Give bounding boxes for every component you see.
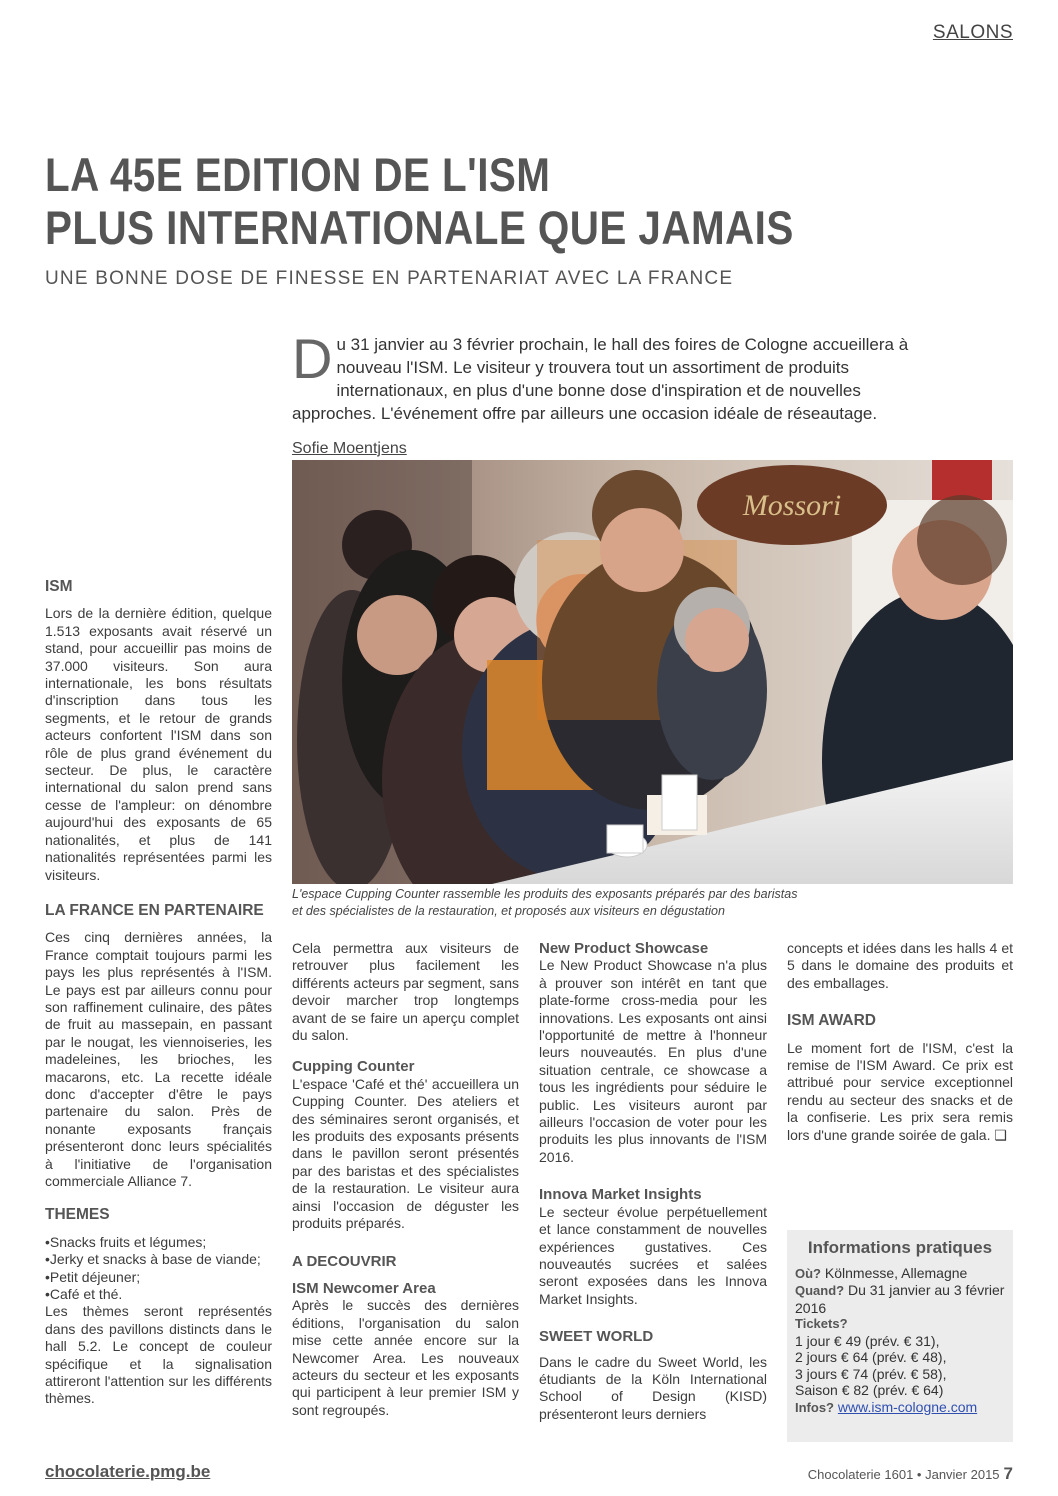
- list-item: •Jerky et snacks à base de viande;: [45, 1251, 261, 1268]
- info-where: [795, 1265, 1005, 1283]
- paragraph-themes: Les thèmes seront représentés dans des pavillons distincts dans le hall 5.2. Le concept de couleur spécifique et la signalisation attireront l'attention sur les différents thèmes.: [45, 1303, 272, 1407]
- info-title: Informations pratiques: [807, 1238, 993, 1257]
- column-2: [292, 940, 519, 1419]
- paragraph-continued: concepts et idées dans les halls 4 et 5 dans le domaine des produits et des emballages.: [787, 940, 1013, 991]
- paragraph-award: [787, 1040, 1013, 1144]
- where-label: Où?: [795, 1265, 821, 1281]
- end-mark-icon: ❑: [994, 1126, 1007, 1143]
- column-1: [45, 578, 272, 1408]
- info-link-row: [795, 1399, 1005, 1417]
- footer-site-link[interactable]: chocolaterie.pmg.be: [45, 1462, 211, 1481]
- article-photo: [292, 460, 1013, 884]
- paragraph-ism: Lors de la dernière édition, quelque 1.513 exposants avait réservé un stand, pour accueillir pas moins de 37.000 visiteurs. Son aura internationale, les bons résultats d'inscription dans tous les segments, et le retour de grands acteurs confortent l'ISM dans son rôle de plus grand événement du secteur. De plus, le caractère international du salon prend sans cesse de l'ampleur: on dénombre aujourd'hui des exposants de 65 nationalités, et plus de 141 nationalités représentées parmi les visiteurs.: [45, 605, 272, 883]
- drop-cap: D: [292, 327, 333, 390]
- column-4: [787, 940, 1013, 1144]
- author-byline: Sofie Moentjens: [292, 440, 407, 457]
- heading-sweet-world: SWEET WORLD: [539, 1328, 654, 1346]
- paragraph-sweet-world: Dans le cadre du Sweet World, les étudiants de la Köln International School of Design (KISD) présenteront leurs derniers: [539, 1353, 767, 1422]
- column-3: [539, 940, 767, 1423]
- issue-text: Chocolaterie 1601 • Janvier 2015: [807, 1467, 1000, 1482]
- where-value: Kölnmesse, Allemagne: [824, 1264, 968, 1281]
- heading-newcomer: ISM Newcomer Area: [292, 1279, 436, 1297]
- section-label: SALONS: [932, 22, 1013, 43]
- when-value: Du 31 janvier au 3 février 2016: [795, 1282, 1005, 1316]
- page-title: [45, 148, 871, 254]
- paragraph-innova: Le secteur évolue perpétuellement et lance constamment de nouvelles expériences gustatives. Ces nouveautés sucrées et salées seront exposées dans les Innova Market Insights.: [539, 1203, 767, 1307]
- ticket-line: 2 jours € 64 (prév. € 48),: [795, 1349, 947, 1365]
- heading-cupping: Cupping Counter: [292, 1058, 415, 1076]
- info-box: [787, 1230, 1013, 1442]
- title-line-1: LA 45E EDITION DE L'ISM: [45, 148, 551, 201]
- list-item: •Snacks fruits et légumes;: [45, 1233, 207, 1250]
- title-line-2: PLUS INTERNATIONALE QUE JAMAIS: [45, 201, 794, 254]
- page-subtitle: UNE BONNE DOSE DE FINESSE EN PARTENARIAT AVEC LA FRANCE: [45, 268, 734, 289]
- list-item: •Café et thé.: [45, 1286, 123, 1303]
- heading-france: LA FRANCE EN PARTENAIRE: [45, 901, 264, 919]
- heading-innova: Innova Market Insights: [539, 1186, 702, 1204]
- ticket-line: Saison € 82 (prév. € 64): [795, 1382, 944, 1398]
- paragraph-france: Ces cinq dernières années, la France comptait toujours parmi les pays les plus représentés à l'ISM. Le pays est par ailleurs connu pour son raffinement culinaire, des pâtes de fruit au massepain, en passant par le nougat, les viennoiseries, les madeleines, les brioches, les macarons, etc. La recette idéale donc d'accepter d'être le pays partenaire du salon. Près de nonante exposants français présenteront donc leurs spécialités à l'initiative de l'organisation commerciale Alliance 7.: [45, 929, 272, 1189]
- booth-sign: Mossori: [742, 489, 842, 522]
- heading-showcase: New Product Showcase: [539, 940, 709, 957]
- caption-line-1: L'espace Cupping Counter rassemble les produits des exposants préparés par des baristas: [292, 887, 798, 901]
- paragraph-showcase: Le New Product Showcase n'a plus à prouver son intérêt en tant que plate-forme cross-media pour les innovations. Les exposants ont ainsi l'opportunité de mettre à l'honneur leurs nouveautés. En plus d'une situation centrale, ce showcase a tous les ingrédients pour séduire le public. Les visiteurs auront par ailleurs l'occasion de voter pour les produits les plus innovants de l'ISM 2016.: [539, 957, 767, 1165]
- list-item: •Petit déjeuner;: [45, 1268, 141, 1285]
- when-label: Quand?: [795, 1283, 845, 1298]
- paragraph-intro: Cela permettra aux visiteurs de retrouver plus facilement les différents acteurs par segment, sans devoir marcher trop longtemps avant de se faire un aperçu complet du salon.: [292, 940, 519, 1044]
- paragraph-cupping: L'espace 'Café et thé' accueillera un Cupping Counter. Des ateliers et des séminaires seront organisés, et les produits des exposants présents dans le pavillon seront présentés par des baristas et des spécialistes de la restauration. Le visiteur aura ainsi l'occasion de déguster les produits préparés.: [292, 1075, 519, 1232]
- ticket-line: 1 jour € 49 (prév. € 31),: [795, 1332, 940, 1349]
- website-link[interactable]: www.ism-cologne.com: [837, 1398, 978, 1415]
- photo-caption: [292, 886, 1013, 920]
- paragraph-newcomer: Après le succès des dernières éditions, l'organisation du salon mise cette année encore sur la Newcomer Area. Les nouveaux acteurs du secteur et les exposants qui participent à leur premier ISM y sont regroupés.: [292, 1297, 519, 1418]
- heading-ism: ISM: [45, 578, 73, 595]
- info-when: [795, 1282, 1005, 1316]
- page-number: 7: [1003, 1464, 1013, 1483]
- heading-themes: THEMES: [45, 1206, 110, 1224]
- caption-line-2: et des spécialistes de la restauration, et proposés aux visiteurs en dégustation: [292, 904, 725, 918]
- heading-decouvrir: A DECOUVRIR: [292, 1252, 397, 1270]
- award-text: Le moment fort de l'ISM, c'est la remise de l'ISM Award. Ce prix est attribué pour service exceptionnel rendu au secteur des snacks et de la confiserie. Les prix sera remis lors d'une grande soirée de gala.: [787, 1039, 1013, 1143]
- info-label: Infos?: [795, 1399, 834, 1415]
- heading-award: ISM AWARD: [787, 1012, 876, 1030]
- ticket-line: 3 jours € 74 (prév. € 58),: [795, 1365, 947, 1382]
- footer-issue: [808, 1464, 1013, 1484]
- themes-list: [45, 1234, 272, 1304]
- lead-text: u 31 janvier au 3 février prochain, le hall des foires de Cologne accueillera à nouveau l'ISM. Le visiteur y trouvera tout un assortiment de produits internationaux, en plus d'une bonne dose d'inspiration et de nouvelles approches. L'événement offre par ailleurs une occasion idéale de réseautage.: [292, 335, 909, 423]
- tickets-label: Tickets?: [795, 1316, 848, 1331]
- lead-paragraph: [292, 327, 922, 425]
